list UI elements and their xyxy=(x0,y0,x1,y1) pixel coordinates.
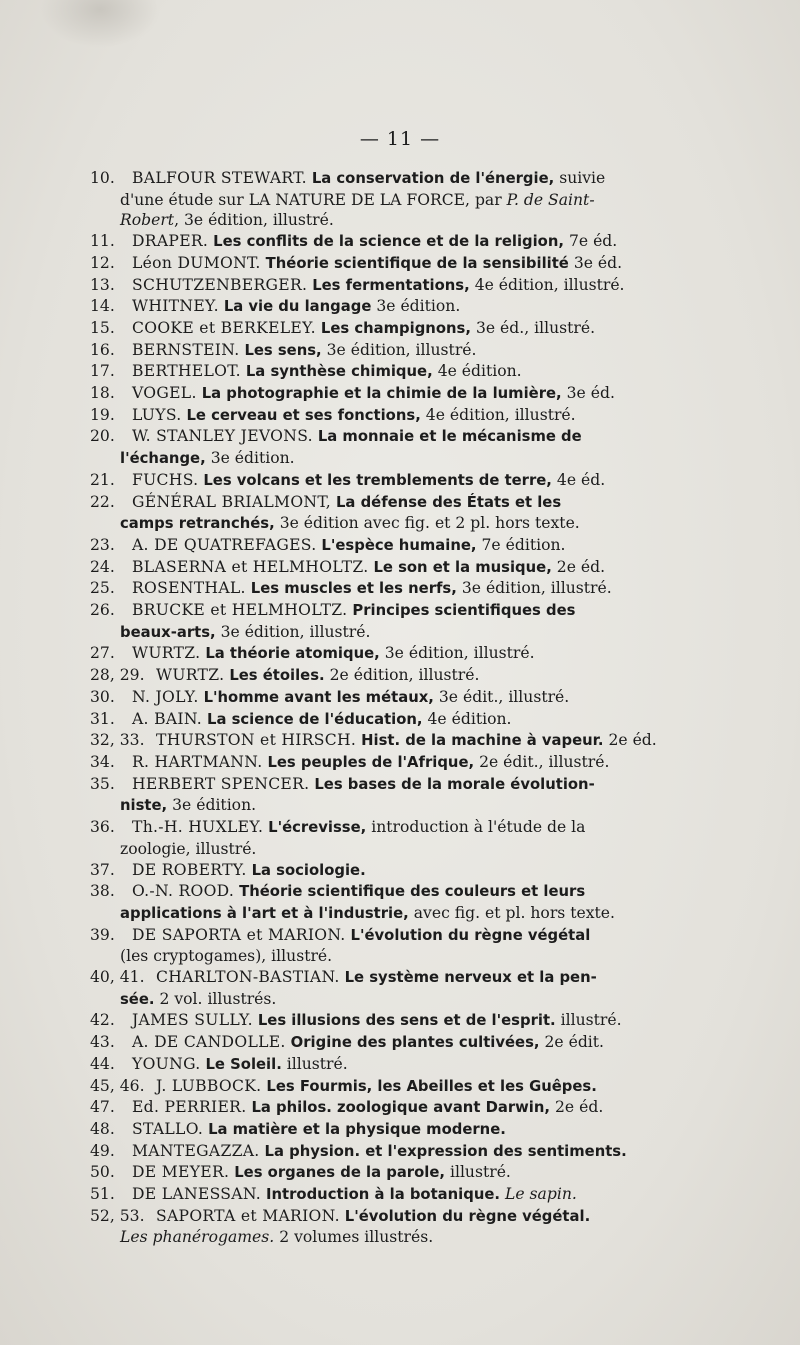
entry-details: d'une étude sur xyxy=(120,190,249,209)
entry-title: La photographie et la chimie de la lumière, xyxy=(201,385,562,403)
entry-author: STALLO. xyxy=(132,1119,204,1138)
entry-title: La physion. et l'expression des sentiments. xyxy=(264,1142,627,1160)
entry-number: 34. xyxy=(90,752,115,771)
entry-author: SCHUTZENBERGER. xyxy=(132,275,308,294)
entry-details: 2e édit. xyxy=(544,1033,605,1052)
entry-title: L'homme avant les métaux, xyxy=(203,688,434,706)
list-item xyxy=(90,774,740,796)
entry-author: BERNSTEIN. xyxy=(132,340,240,359)
entry-author: J. LUBBOCK. xyxy=(156,1076,262,1095)
list-item-continuation xyxy=(90,513,740,535)
list-item xyxy=(90,817,740,839)
list-item xyxy=(90,925,740,947)
list-item xyxy=(90,709,740,731)
entry-number: 18. xyxy=(90,384,115,403)
entry-author: LUYS. xyxy=(132,405,182,424)
entry-editor: P. de Saint- xyxy=(506,190,595,209)
entry-title: sée. xyxy=(120,990,155,1008)
entry-number: 23. xyxy=(90,535,115,554)
list-item xyxy=(90,1010,740,1032)
entry-author: WHITNEY. xyxy=(132,297,219,316)
entry-details: 3e éd. xyxy=(566,384,615,403)
entry-number: 43. xyxy=(90,1033,115,1052)
entry-title: L'écrevisse, xyxy=(268,819,367,837)
entry-number: 17. xyxy=(90,362,115,381)
entry-title: Les conflits de la science et de la religion, xyxy=(213,233,564,251)
entry-number: 36. xyxy=(90,818,115,837)
list-item xyxy=(90,665,740,687)
list-item-continuation xyxy=(90,903,740,925)
entry-author: W. STANLEY JEVONS. xyxy=(132,427,313,446)
list-item xyxy=(90,730,740,752)
list-item xyxy=(90,557,740,579)
entry-author: A. DE QUATREFAGES. xyxy=(132,535,317,554)
entry-author: Th.-H. HUXLEY. xyxy=(132,818,264,837)
entry-author: VOGEL. xyxy=(132,384,197,403)
entry-title: Les volcans et les tremblements de terre, xyxy=(203,471,552,489)
entry-details: 4e éd. xyxy=(556,470,606,489)
entry-title: La vie du langage xyxy=(223,298,372,316)
entry-author: CHARLTON-BASTIAN. xyxy=(156,968,340,987)
entry-author: ROSENTHAL. xyxy=(132,579,246,598)
list-item xyxy=(90,578,740,600)
entry-number: 47. xyxy=(90,1098,115,1117)
entry-number: 21. xyxy=(90,470,115,489)
entry-number: 40, 41. xyxy=(90,968,145,987)
list-item xyxy=(90,752,740,774)
entry-author: Léon DUMONT. xyxy=(132,253,261,272)
entry-title: Origine des plantes cultivées, xyxy=(290,1034,540,1052)
entry-details: 3e éd., illustré. xyxy=(475,318,596,337)
entry-author: YOUNG. xyxy=(132,1054,201,1073)
entry-details: Le sapin. xyxy=(505,1185,577,1204)
list-item-continuation: Robert, 3e édition, illustré. xyxy=(120,211,334,230)
entry-title: La théorie atomique, xyxy=(205,645,380,663)
list-item xyxy=(90,1032,740,1054)
entry-details: 2e éd. xyxy=(556,557,606,576)
page-number: — 11 — xyxy=(359,128,441,150)
entry-number: 37. xyxy=(90,860,115,879)
entry-title: niste, xyxy=(120,797,168,815)
entry-details: 2e éd. xyxy=(608,731,657,750)
entry-author: DRAPER. xyxy=(132,232,209,251)
entry-details: 3e éd. xyxy=(573,253,623,272)
entry-title: Les sens, xyxy=(244,341,322,359)
entry-title: Principes scientifiques des xyxy=(352,602,576,620)
list-item xyxy=(90,383,740,405)
entry-author: GÉNÉRAL BRIALMONT, xyxy=(132,492,332,511)
paper-stain xyxy=(40,0,160,48)
list-item xyxy=(90,860,740,882)
entry-title: Les Fourmis, les Abeilles et les Guêpes. xyxy=(266,1077,597,1095)
entry-details: 3e édition, illustré. xyxy=(220,622,371,641)
entry-number: 52, 53. xyxy=(90,1206,145,1225)
entry-number: 10. xyxy=(90,169,115,187)
list-item-continuation xyxy=(90,1227,740,1248)
entry-number: 15. xyxy=(90,318,115,337)
entry-author: WURTZ. xyxy=(132,644,201,663)
entry-number: 24. xyxy=(90,557,115,576)
entry-details: 2 volumes illustrés. xyxy=(279,1228,434,1247)
entry-number: 19. xyxy=(90,405,115,424)
entry-title: Le cerveau et ses fonctions, xyxy=(186,406,421,424)
entry-number: 30. xyxy=(90,687,115,706)
entry-author: N. JOLY. xyxy=(132,687,199,706)
entry-details: 3e édition. xyxy=(376,297,461,316)
entry-author: Ed. PERRIER. xyxy=(132,1098,247,1117)
entries-rest xyxy=(90,231,740,1248)
list-item-continuation xyxy=(90,989,740,1011)
entry-details: 7e édition. xyxy=(481,535,566,554)
entry-number: 50. xyxy=(90,1163,115,1182)
entry-number: 20. xyxy=(90,427,115,446)
entry-details: 3e édition, illustré. xyxy=(384,644,535,663)
entry-details: 2e édition, illustré. xyxy=(329,666,480,685)
entry-number: 32, 33. xyxy=(90,731,145,750)
entry-number: 28, 29. xyxy=(90,666,145,685)
entry-title: Les muscles et les nerfs, xyxy=(250,580,457,598)
entry-details: 3e édition, illustré. xyxy=(461,579,612,598)
entry-author: BLASERNA et HELMHOLTZ. xyxy=(132,557,369,576)
entry-details: 2e édit., illustré. xyxy=(479,752,610,771)
entry-number: 48. xyxy=(90,1119,115,1138)
entry-title: Les illusions des sens et de l'esprit. xyxy=(257,1012,556,1030)
entry-author: SAPORTA et MARION. xyxy=(156,1206,340,1225)
entry-series: LA NATURE DE LA FORCE xyxy=(248,190,466,209)
list-item xyxy=(90,881,740,903)
entry-author: DE SAPORTA et MARION. xyxy=(132,925,346,944)
entry-number: 44. xyxy=(90,1054,115,1073)
entry-title: La philos. zoologique avant Darwin, xyxy=(251,1099,551,1117)
entry-details: 3e édition. xyxy=(172,796,257,815)
entry-title: La monnaie et le mécanisme de xyxy=(317,428,582,446)
entry-details: introduction à l'étude de la xyxy=(371,818,586,837)
entry-number: 51. xyxy=(90,1185,115,1204)
entry-title: l'échange, xyxy=(120,450,206,468)
entry-title: Théorie scientifique de la sensibilité xyxy=(265,254,569,272)
entry-details: illustré. xyxy=(286,1054,348,1073)
entry-title: L'évolution du règne végétal. xyxy=(344,1207,591,1225)
entry-title: L'évolution du règne végétal xyxy=(350,926,591,944)
entry-author: BRUCKE et HELMHOLTZ. xyxy=(132,601,348,620)
list-item xyxy=(90,1119,740,1141)
entry-title: Le système nerveux et la pen- xyxy=(344,969,597,987)
entry-details: 7e éd. xyxy=(568,232,618,251)
entry-subtitle: Les phanérogames. xyxy=(120,1228,275,1247)
entry-title: Introduction à la botanique. xyxy=(266,1186,501,1204)
entry-details: 2 vol. illustrés. xyxy=(159,989,277,1008)
entry-author: BALFOUR STEWART. xyxy=(132,169,307,187)
list-item xyxy=(90,1141,740,1163)
entry-title: Les peuples de l'Afrique, xyxy=(267,753,475,771)
entry-author: COOKE et BERKELEY. xyxy=(132,318,316,337)
entry-details: 4e édition. xyxy=(437,362,522,381)
entry-title: Les bases de la morale évolution- xyxy=(314,775,595,793)
list-item xyxy=(90,967,740,989)
entry-number: 49. xyxy=(90,1141,115,1160)
entry-number: 25. xyxy=(90,579,115,598)
entry-details: (les cryptogames), illustré. xyxy=(120,947,333,966)
list-item xyxy=(90,1184,740,1206)
entry-details: 3e édition avec fig. et 2 pl. hors texte. xyxy=(279,514,580,533)
entry-title: La science de l'éducation, xyxy=(207,710,423,728)
entry-details: 3e édit., illustré. xyxy=(438,687,570,706)
entry-title: beaux-arts, xyxy=(120,623,216,641)
list-item xyxy=(90,275,740,297)
entry-number: 38. xyxy=(90,882,115,901)
entry-title: Les champignons, xyxy=(320,319,471,337)
list-item xyxy=(90,1054,740,1076)
entry-number: 31. xyxy=(90,709,115,728)
entry-title: Les étoiles. xyxy=(229,667,325,685)
entry-title: Les fermentations, xyxy=(312,276,470,294)
entry-number: 45, 46. xyxy=(90,1076,145,1095)
entry-title: Hist. de la machine à vapeur. xyxy=(361,732,604,750)
list-item-continuation xyxy=(90,448,740,470)
entry-author: A. BAIN. xyxy=(132,709,203,728)
list-item xyxy=(90,1206,740,1228)
list-item xyxy=(90,340,740,362)
entry-number: 13. xyxy=(90,275,115,294)
catalogue-list xyxy=(90,168,740,1248)
entry-title: L'espèce humaine, xyxy=(321,536,477,554)
list-item xyxy=(90,231,740,253)
list-item xyxy=(90,253,740,275)
list-item xyxy=(90,687,740,709)
list-item xyxy=(90,600,740,622)
entry-author: BERTHELOT. xyxy=(132,362,241,381)
list-item xyxy=(90,168,740,190)
list-item-continuation xyxy=(90,622,740,644)
list-item xyxy=(90,1162,740,1184)
entry-number: 11. xyxy=(90,232,115,251)
entry-title: La sociologie. xyxy=(251,861,366,879)
entry-title: La conservation de l'énergie, xyxy=(311,170,555,187)
entry-number: 35. xyxy=(90,774,115,793)
entry-title: applications à l'art et à l'industrie, xyxy=(120,904,409,922)
list-item-continuation xyxy=(90,946,740,967)
entry-details: avec fig. et pl. hors texte. xyxy=(413,903,615,922)
entry-author: A. DE CANDOLLE. xyxy=(132,1033,286,1052)
list-item xyxy=(90,318,740,340)
list-item-continuation: d'une étude sur LA NATURE DE LA FORCE, par P. de Saint- xyxy=(120,190,595,209)
entry-details: suivie xyxy=(559,169,606,187)
list-item xyxy=(90,1076,740,1098)
entry-number: 42. xyxy=(90,1011,115,1030)
list-item xyxy=(90,361,740,383)
entry-details: 4e édition, illustré. xyxy=(425,405,576,424)
entry-details: 3e édition. xyxy=(210,449,295,468)
list-item-continuation xyxy=(90,795,740,817)
entry-details: 4e édition. xyxy=(427,709,512,728)
entry-author: WURTZ. xyxy=(156,666,225,685)
entry-details: illustré. xyxy=(449,1163,511,1182)
entry-number: 14. xyxy=(90,297,115,316)
entry-title: La matière et la physique moderne. xyxy=(208,1120,506,1138)
list-item xyxy=(90,405,740,427)
entry-details: illustré. xyxy=(560,1011,622,1030)
entry-details: 4e édition, illustré. xyxy=(474,275,625,294)
entry-title: Théorie scientifique des couleurs et leurs xyxy=(239,883,586,901)
entry-author: DE LANESSAN. xyxy=(132,1185,262,1204)
entry-author: DE MEYER. xyxy=(132,1163,230,1182)
list-item xyxy=(90,492,740,514)
entry-number: 22. xyxy=(90,492,115,511)
entry-title: La synthèse chimique, xyxy=(245,363,433,381)
list-item xyxy=(90,296,740,318)
entry-number: 12. xyxy=(90,253,115,272)
list-item xyxy=(90,426,740,448)
list-item xyxy=(90,643,740,665)
entry-details: 2e éd. xyxy=(555,1098,604,1117)
entry-title: Les organes de la parole, xyxy=(234,1164,445,1182)
entry-author: MANTEGAZZA. xyxy=(132,1141,260,1160)
entry-author: THURSTON et HIRSCH. xyxy=(156,731,357,750)
entry-number: 39. xyxy=(90,925,115,944)
entry-author: JAMES SULLY. xyxy=(132,1011,253,1030)
entry-author: FUCHS. xyxy=(132,470,199,489)
list-item xyxy=(90,1097,740,1119)
entry-author: DE ROBERTY. xyxy=(132,860,247,879)
entry-number: 26. xyxy=(90,601,115,620)
list-item-continuation xyxy=(90,839,740,860)
entry-title: Le son et la musique, xyxy=(373,558,552,576)
entry-number: 27. xyxy=(90,644,115,663)
entry-author: HERBERT SPENCER. xyxy=(132,774,310,793)
entry-author: O.-N. ROOD. xyxy=(132,882,235,901)
entry-title: camps retranchés, xyxy=(120,515,275,533)
list-item xyxy=(90,470,740,492)
list-item xyxy=(90,535,740,557)
entry-title: La défense des États et les xyxy=(336,493,562,511)
entry-details: 3e édition, illustré. xyxy=(326,340,477,359)
entry-author: R. HARTMANN. xyxy=(132,752,263,771)
entry-title: Le Soleil. xyxy=(205,1055,282,1073)
entry-number: 16. xyxy=(90,340,115,359)
entry-details: zoologie, illustré. xyxy=(120,839,257,858)
